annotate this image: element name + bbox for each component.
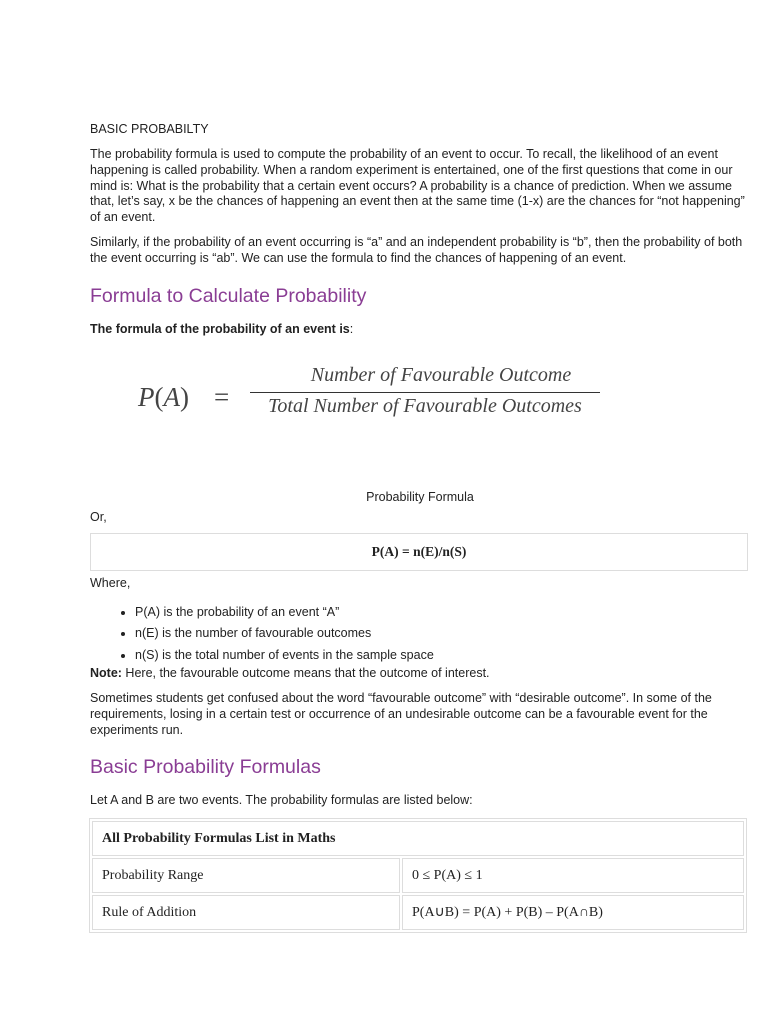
table-cell-name: Probability Range: [92, 858, 400, 893]
note-label: Note:: [90, 666, 122, 681]
table-cell-formula: 0 ≤ P(A) ≤ 1: [402, 858, 744, 893]
formula-intro-bold: The formula of the probability of an event is: [90, 321, 350, 336]
table-row: [92, 858, 744, 893]
formula-intro-colon: :: [349, 321, 354, 336]
formula-box: P(A) = n(E)/n(S): [90, 533, 748, 571]
list-item: • P(A) is the probability of an event “A”: [135, 602, 750, 624]
basic-formulas-heading: Basic Probability Formulas: [90, 756, 321, 779]
note-paragraph: [90, 666, 750, 680]
formula-caption: Probability Formula: [366, 489, 474, 504]
formula-denominator: Total Number of Favourable Outcomes: [268, 394, 582, 417]
table-header: All Probability Formulas List in Maths: [92, 821, 744, 856]
fraction-bar: [250, 392, 600, 393]
where-text: Where,: [90, 575, 131, 590]
formulas-intro-paragraph: Let A and B are two events. The probability formulas are listed below:: [90, 793, 473, 808]
document-title: BASIC PROBABILTY: [90, 122, 209, 136]
formula-intro: [90, 322, 750, 336]
formula-equals: =: [214, 381, 230, 412]
formula-numerator: Number of Favourable Outcome: [310, 363, 572, 386]
table-cell-formula: P(A∪B) = P(A) + P(B) – P(A∩B): [402, 895, 744, 930]
formulas-table: [89, 818, 747, 933]
list-item: • n(E) is the number of favourable outcomes: [135, 623, 750, 645]
independence-paragraph: Similarly, if the probability of an event occurring is “a” and an independent probability is “b”, then the probability of both the event occurring is “ab”. We can use the formula to find the chances of happening of an event.: [90, 234, 743, 265]
intro-paragraph: The probability formula is used to compute the probability of an event to occur. To recall, the likelihood of an event happening is called probability. When a random experiment is entertained, one of the first questions that come in our mind is: What is the probability that a certain event occurs? A probability is a chance of prediction. When we assume that, let’s say, x be the chances of happening an event then at the same time (1-x) are the chances for “not happening” of an event.: [90, 147, 745, 225]
definition-list: [90, 602, 750, 667]
formula-lhs: P(A): [138, 381, 189, 412]
or-text: Or,: [90, 509, 107, 524]
article-body: [90, 122, 750, 933]
formula-heading: Formula to Calculate Probability: [90, 284, 367, 307]
table-cell-name: Rule of Addition: [92, 895, 400, 930]
favourable-outcome-paragraph: Sometimes students get confused about the word “favourable outcome” with “desirable outcome”. In some of the requirements, losing in a certain test or occurrence of an undesirable outcome can be a favourable event for the experiments run.: [90, 691, 712, 737]
list-item: • n(S) is the total number of events in the sample space: [135, 645, 750, 667]
probability-formula-image: [90, 362, 750, 452]
table-header-row: [92, 821, 744, 856]
table-row: [92, 895, 744, 930]
note-text: Here, the favourable outcome means that the outcome of interest.: [121, 666, 490, 681]
